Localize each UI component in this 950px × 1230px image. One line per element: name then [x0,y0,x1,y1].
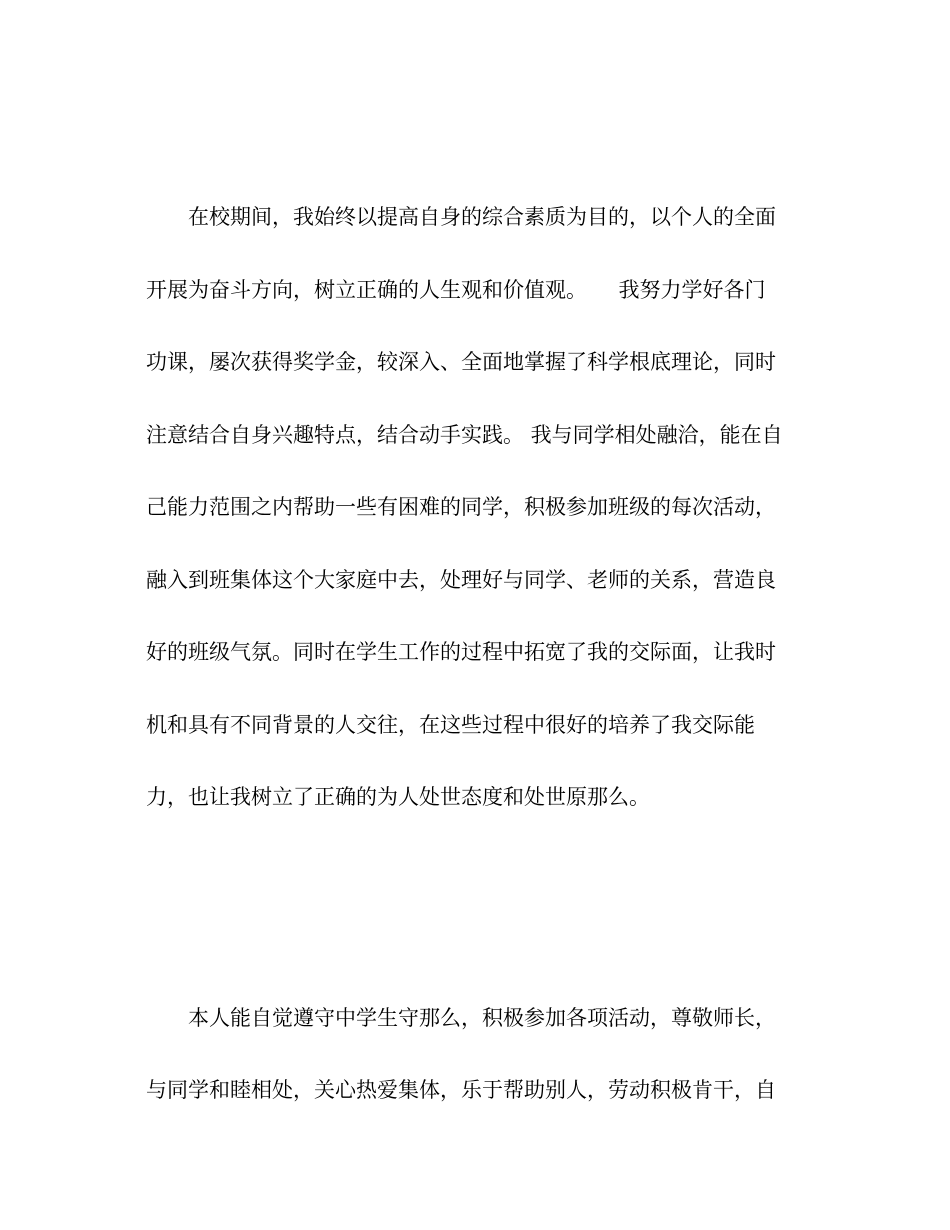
paragraph-line: 功课，屡次获得奖学金，较深入、全面地掌握了科学根底理论，同时 [146,350,776,374]
paragraph-line: 在校期间，我始终以提高自身的综合素质为目的，以个人的全面 [188,205,776,229]
paragraph-line: 开展为奋斗方向，树立正确的人生观和价值观。 我努力学好各门 [146,278,766,302]
paragraph-line: 好的班级气氛。同时在学生工作的过程中拓宽了我的交际面，让我时 [146,640,776,664]
paragraph-line: 机和具有不同背景的人交往，在这些过程中很好的培养了我交际能 [146,713,755,737]
paragraph-line: 力，也让我树立了正确的为人处世态度和处世原那么。 [146,785,650,809]
paragraph-line: 与同学和睦相处，关心热爱集体，乐于帮助别人，劳动积极肯干，自 [146,1078,776,1102]
paragraph-line: 己能力范围之内帮助一些有困难的同学，积极参加班级的每次活动， [146,495,776,519]
paragraph-line: 融入到班集体这个大家庭中去，处理好与同学、老师的关系，营造良 [146,568,776,592]
paragraph-line: 注意结合自身兴趣特点，结合动手实践。 我与同学相处融洽，能在自 [146,423,783,447]
paragraph-line: 本人能自觉遵守中学生守那么，积极参加各项活动，尊敬师长， [188,1006,776,1030]
